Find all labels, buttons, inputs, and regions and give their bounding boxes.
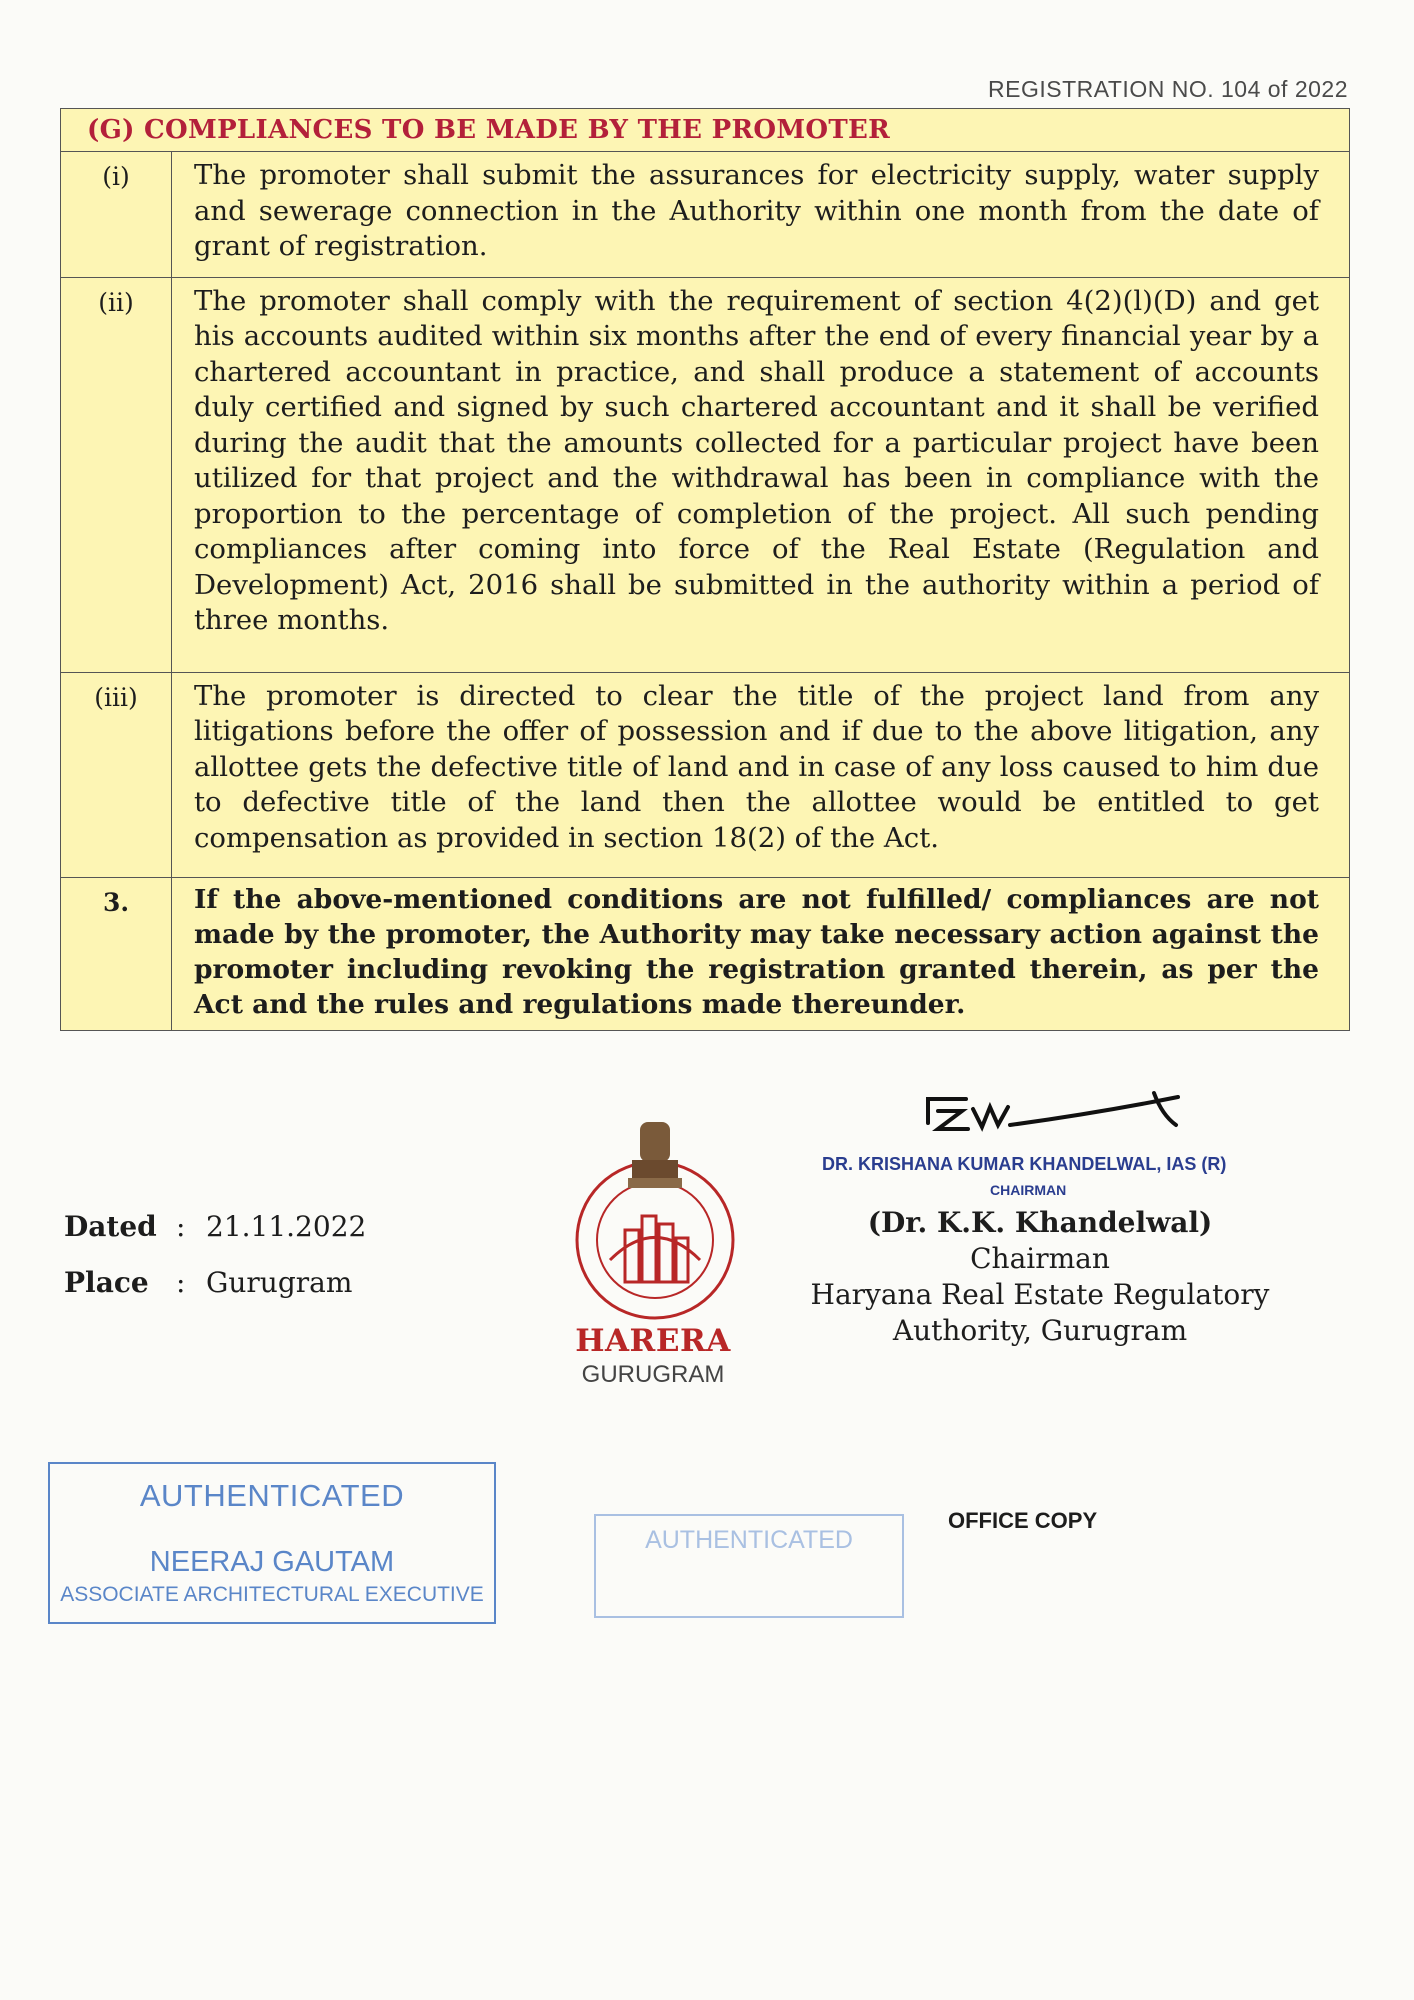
item-text: The promoter shall comply with the requirement of section 4(2)(l)(D) and get his accounts audited within six months after the end of every financial year by a chartered accountant in practice, and shall produce a statement of accounts duly certified and signed by such chartered accountant and it shall be verified during the audit that the amounts collected for a particular project have been utilized for that project and the withdrawal has been in compliance with the proportion to the percentage of completion of the project. All such pending compliances after coming into force of the Real Estate (Regulation and Development) Act, 2016 shall be submitted in the authority within a period of three months.	[172, 277, 1350, 672]
registration-number: REGISTRATION NO. 104 of 2022	[988, 76, 1348, 102]
stamp-name: DR. KRISHANA KUMAR KHANDELWAL, IAS (R)	[822, 1154, 1227, 1174]
section-heading-row	[61, 109, 1350, 152]
place-value: Gurugram	[206, 1266, 353, 1299]
authentication-label: AUTHENTICATED	[139, 1478, 405, 1513]
harera-emblem-icon	[570, 1120, 740, 1325]
dated-line	[64, 1210, 366, 1243]
separator: :	[176, 1266, 186, 1299]
authentication-stamp-secondary	[594, 1514, 904, 1618]
office-copy-label: OFFICE COPY	[948, 1508, 1098, 1533]
signatory-org-line1: Haryana Real Estate Regulatory	[810, 1278, 1270, 1311]
item-text: The promoter shall submit the assurances for electricity supply, water supply and sewerage connection in the Authority within one month from the date of grant of registration.	[172, 152, 1350, 278]
authentication-stamp	[48, 1462, 496, 1624]
authentication-label: AUTHENTICATED	[645, 1526, 853, 1554]
item-number: (i)	[61, 152, 172, 278]
item-text: The promoter is directed to clear the title of the project land from any litigations before the offer of possession and if due to the above litigation, any allottee gets the defective title of land and in case of any loss caused to him due to defective title of the land then the allottee would be entitled to get compensation as provided in section 18(2) of the Act.	[172, 672, 1350, 877]
harera-logo-city: GURUGRAM	[581, 1361, 725, 1388]
compliances-table	[60, 108, 1350, 1031]
signature-icon	[918, 1085, 1248, 1145]
authentication-designation: ASSOCIATE ARCHITECTURAL EXECUTIVE	[60, 1583, 484, 1606]
signatory-name: (Dr. K.K. Khandelwal)	[867, 1206, 1213, 1239]
place-label: Place	[64, 1266, 149, 1299]
clause-number: 3.	[61, 877, 172, 1030]
clause-text: If the above-mentioned conditions are not fulfilled/ compliances are not made by the promoter, the Authority may take necessary action against the promoter including revoking the registration granted therein, as per the Act and the rules and regulations made thereunder.	[172, 877, 1350, 1030]
separator: :	[176, 1210, 186, 1243]
harera-logo-text: HARERA	[575, 1323, 731, 1359]
item-number: (iii)	[61, 672, 172, 877]
clause-3-row	[61, 877, 1350, 1030]
table-row	[61, 277, 1350, 672]
item-number: (ii)	[61, 277, 172, 672]
table-row	[61, 152, 1350, 278]
section-heading: (G) COMPLIANCES TO BE MADE BY THE PROMOTER	[61, 109, 1350, 152]
stamp-title: CHAIRMAN	[990, 1182, 1067, 1198]
signatory-org-line2: Authority, Gurugram	[892, 1314, 1188, 1347]
dated-label: Dated	[64, 1210, 157, 1243]
place-line	[64, 1266, 352, 1299]
dated-value: 21.11.2022	[206, 1210, 367, 1243]
table-row	[61, 672, 1350, 877]
authentication-name: NEERAJ GAUTAM	[149, 1546, 395, 1578]
signatory-block	[760, 1205, 1320, 1349]
signatory-title: Chairman	[970, 1242, 1110, 1275]
